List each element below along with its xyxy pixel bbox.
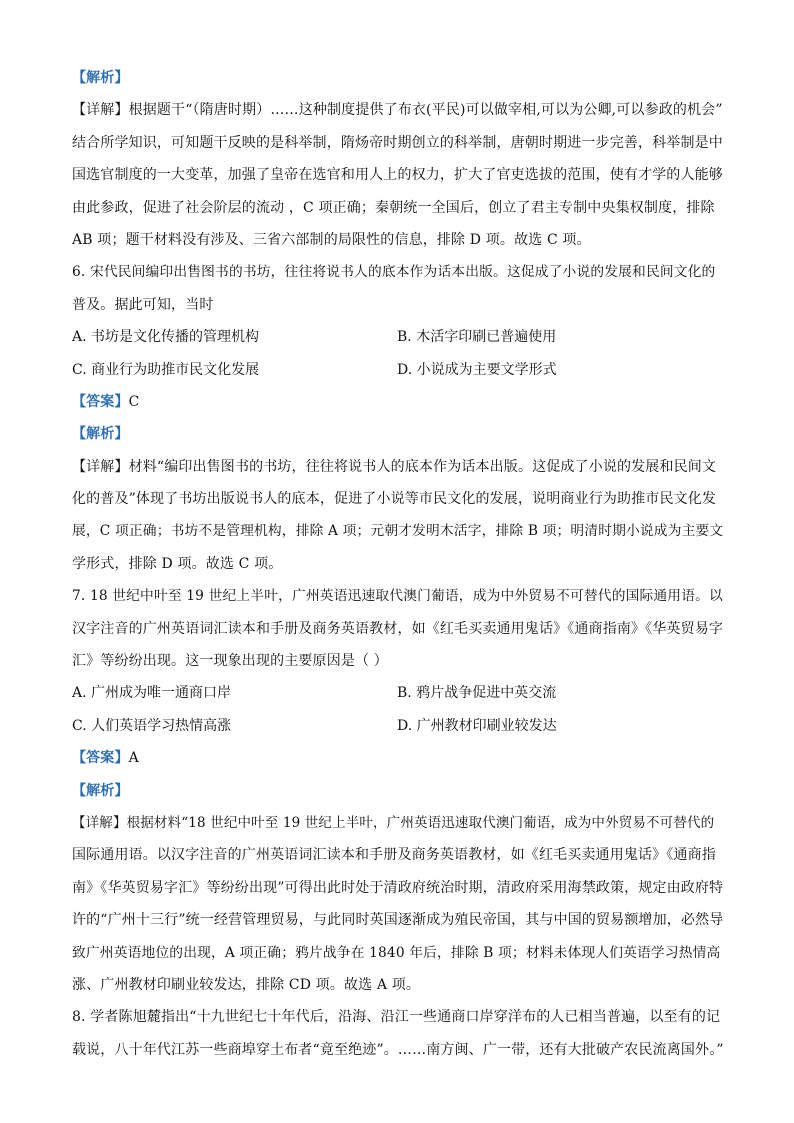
option-d: D. 广州教材印刷业较发达 bbox=[397, 717, 557, 734]
analysis-label: 【解析】 bbox=[72, 426, 129, 443]
detail-line: 【详解】根据题干“（隋唐时期）……这种制度提供了布衣(平民)可以做宰相,可以为公卿,可以参政的机会” bbox=[72, 102, 723, 119]
detail-line: 化的普及”体现了书坊出版说书人的底本，促进了小说等市民文化的发展，说明商业行为助推市民文化发 bbox=[72, 491, 717, 508]
question-stem-line: 汇》等纷纷出现。这一现象出现的主要原因是（ ） bbox=[72, 653, 388, 670]
detail-line: 【详解】材料“编印出售图书的书坊，往往将说书人的底本作为话本出版。这促成了小说的发展和民间文 bbox=[72, 458, 717, 475]
option-a: A. 书坊是文化传播的管理机构 bbox=[72, 329, 260, 346]
answer-value: A bbox=[128, 750, 139, 767]
question-stem-line: 载说，八十年代江苏一些商埠穿土布者“竟至绝迹”。……南方闽、广一带，还有大批破产农民流离国外。” bbox=[72, 1041, 724, 1058]
option-c: C. 人们英语学习热情高涨 bbox=[72, 717, 232, 734]
detail-line: 展，C 项正确；书坊不是管理机构，排除 A 项；元朝才发明木活字，排除 B 项；明清时期小说成为主要文 bbox=[72, 523, 724, 540]
detail-line: AB 项；题干材料没有涉及、三省六部制的局限性的信息，排除 D 项。故选 C 项。 bbox=[72, 231, 591, 248]
question-6 bbox=[72, 256, 724, 580]
options-row bbox=[72, 677, 724, 709]
options-row bbox=[72, 710, 724, 742]
analysis-label: 【解析】 bbox=[72, 782, 129, 799]
answer-label: 【答案】 bbox=[72, 393, 129, 410]
detail-line: 致广州英语地位的出现，A 项正确；鸦片战争在 1840 年后，排除 B 项；材料未体现人们英语学习热情高 bbox=[72, 944, 721, 961]
question-stem-line: 6. 宋代民间编印出售图书的书坊，往往将说书人的底本作为话本出版。这促成了小说的发展和民间文化的 bbox=[72, 264, 716, 281]
q5-detail bbox=[72, 94, 724, 256]
answer-value: C bbox=[128, 393, 140, 410]
option-c: C. 商业行为助推市民文化发展 bbox=[72, 361, 260, 378]
option-d: D. 小说成为主要文学形式 bbox=[397, 361, 557, 378]
detail-line: 由此参政，促进了社会阶层的流动 ，C 项正确；秦朝统一全国后，创立了君主专制中央集权制度，排除 bbox=[72, 199, 715, 216]
question-stem-line: 汉字注音的广州英语词汇读本和手册及商务英语教材，如《红毛买卖通用鬼话》《通商指南》《华英贸易字 bbox=[72, 620, 724, 637]
detail-line: 结合所学知识，可知题干反映的是科举制，隋炀帝时期创立的科举制，唐朝时期进一步完善，科举制是中 bbox=[72, 134, 723, 151]
question-stem-line: 8. 学者陈旭麓指出“十九世纪七十年代后，沿海、沿江一些通商口岸穿洋布的人已相当普遍，以至有的记 bbox=[72, 1009, 721, 1026]
analysis-label: 【解析】 bbox=[72, 70, 129, 86]
options-row bbox=[72, 321, 724, 353]
option-b: B. 木活字印刷已普遍使用 bbox=[397, 329, 557, 346]
detail-line: 许的“广州十三行”统一经营管理贸易，与此同时英国逐渐成为殖民帝国，其与中国的贸易额增加，必然导 bbox=[72, 912, 724, 929]
detail-line: 国选官制度的一大变革，加强了皇帝在选官和用人上的权力，扩大了官吏选拔的范围，使有才学的人能够 bbox=[72, 167, 723, 184]
question-8 bbox=[72, 1001, 724, 1066]
option-a: A. 广州成为唯一通商口岸 bbox=[72, 685, 232, 702]
answer-line bbox=[72, 386, 724, 418]
detail-line: 【详解】根据材料“18 世纪中叶至 19 世纪上半叶，广州英语迅速取代澳门葡语，成为中外贸易不可替代的 bbox=[72, 814, 715, 831]
question-stem-line: 普及。据此可知，当时 bbox=[72, 296, 214, 313]
detail-line: 国际通用语。以汉字注音的广州英语词汇读本和手册及商务英语教材，如《红毛买卖通用鬼话》《通商指 bbox=[72, 847, 716, 864]
question-stem-line: 7. 18 世纪中叶至 19 世纪上半叶，广州英语迅速取代澳门葡语，成为中外贸易不可替代的国际通用语。以 bbox=[72, 588, 723, 605]
answer-line bbox=[72, 742, 724, 774]
option-b: B. 鸦片战争促进中英交流 bbox=[397, 685, 557, 702]
detail-line: 学形式，排除 D 项。故选 C 项。 bbox=[72, 555, 283, 572]
answer-label: 【答案】 bbox=[72, 750, 129, 767]
options-row bbox=[72, 354, 724, 386]
detail-line: 涨、广州教材印刷业较发达，排除 CD 项。故选 A 项。 bbox=[72, 976, 421, 993]
detail-line: 南》《华英贸易字汇》等纷纷出现”可得出此时处于清政府统治时期，清政府采用海禁政策，规定由政府特 bbox=[72, 879, 724, 896]
question-7 bbox=[72, 580, 724, 1001]
document-page bbox=[72, 62, 724, 1066]
